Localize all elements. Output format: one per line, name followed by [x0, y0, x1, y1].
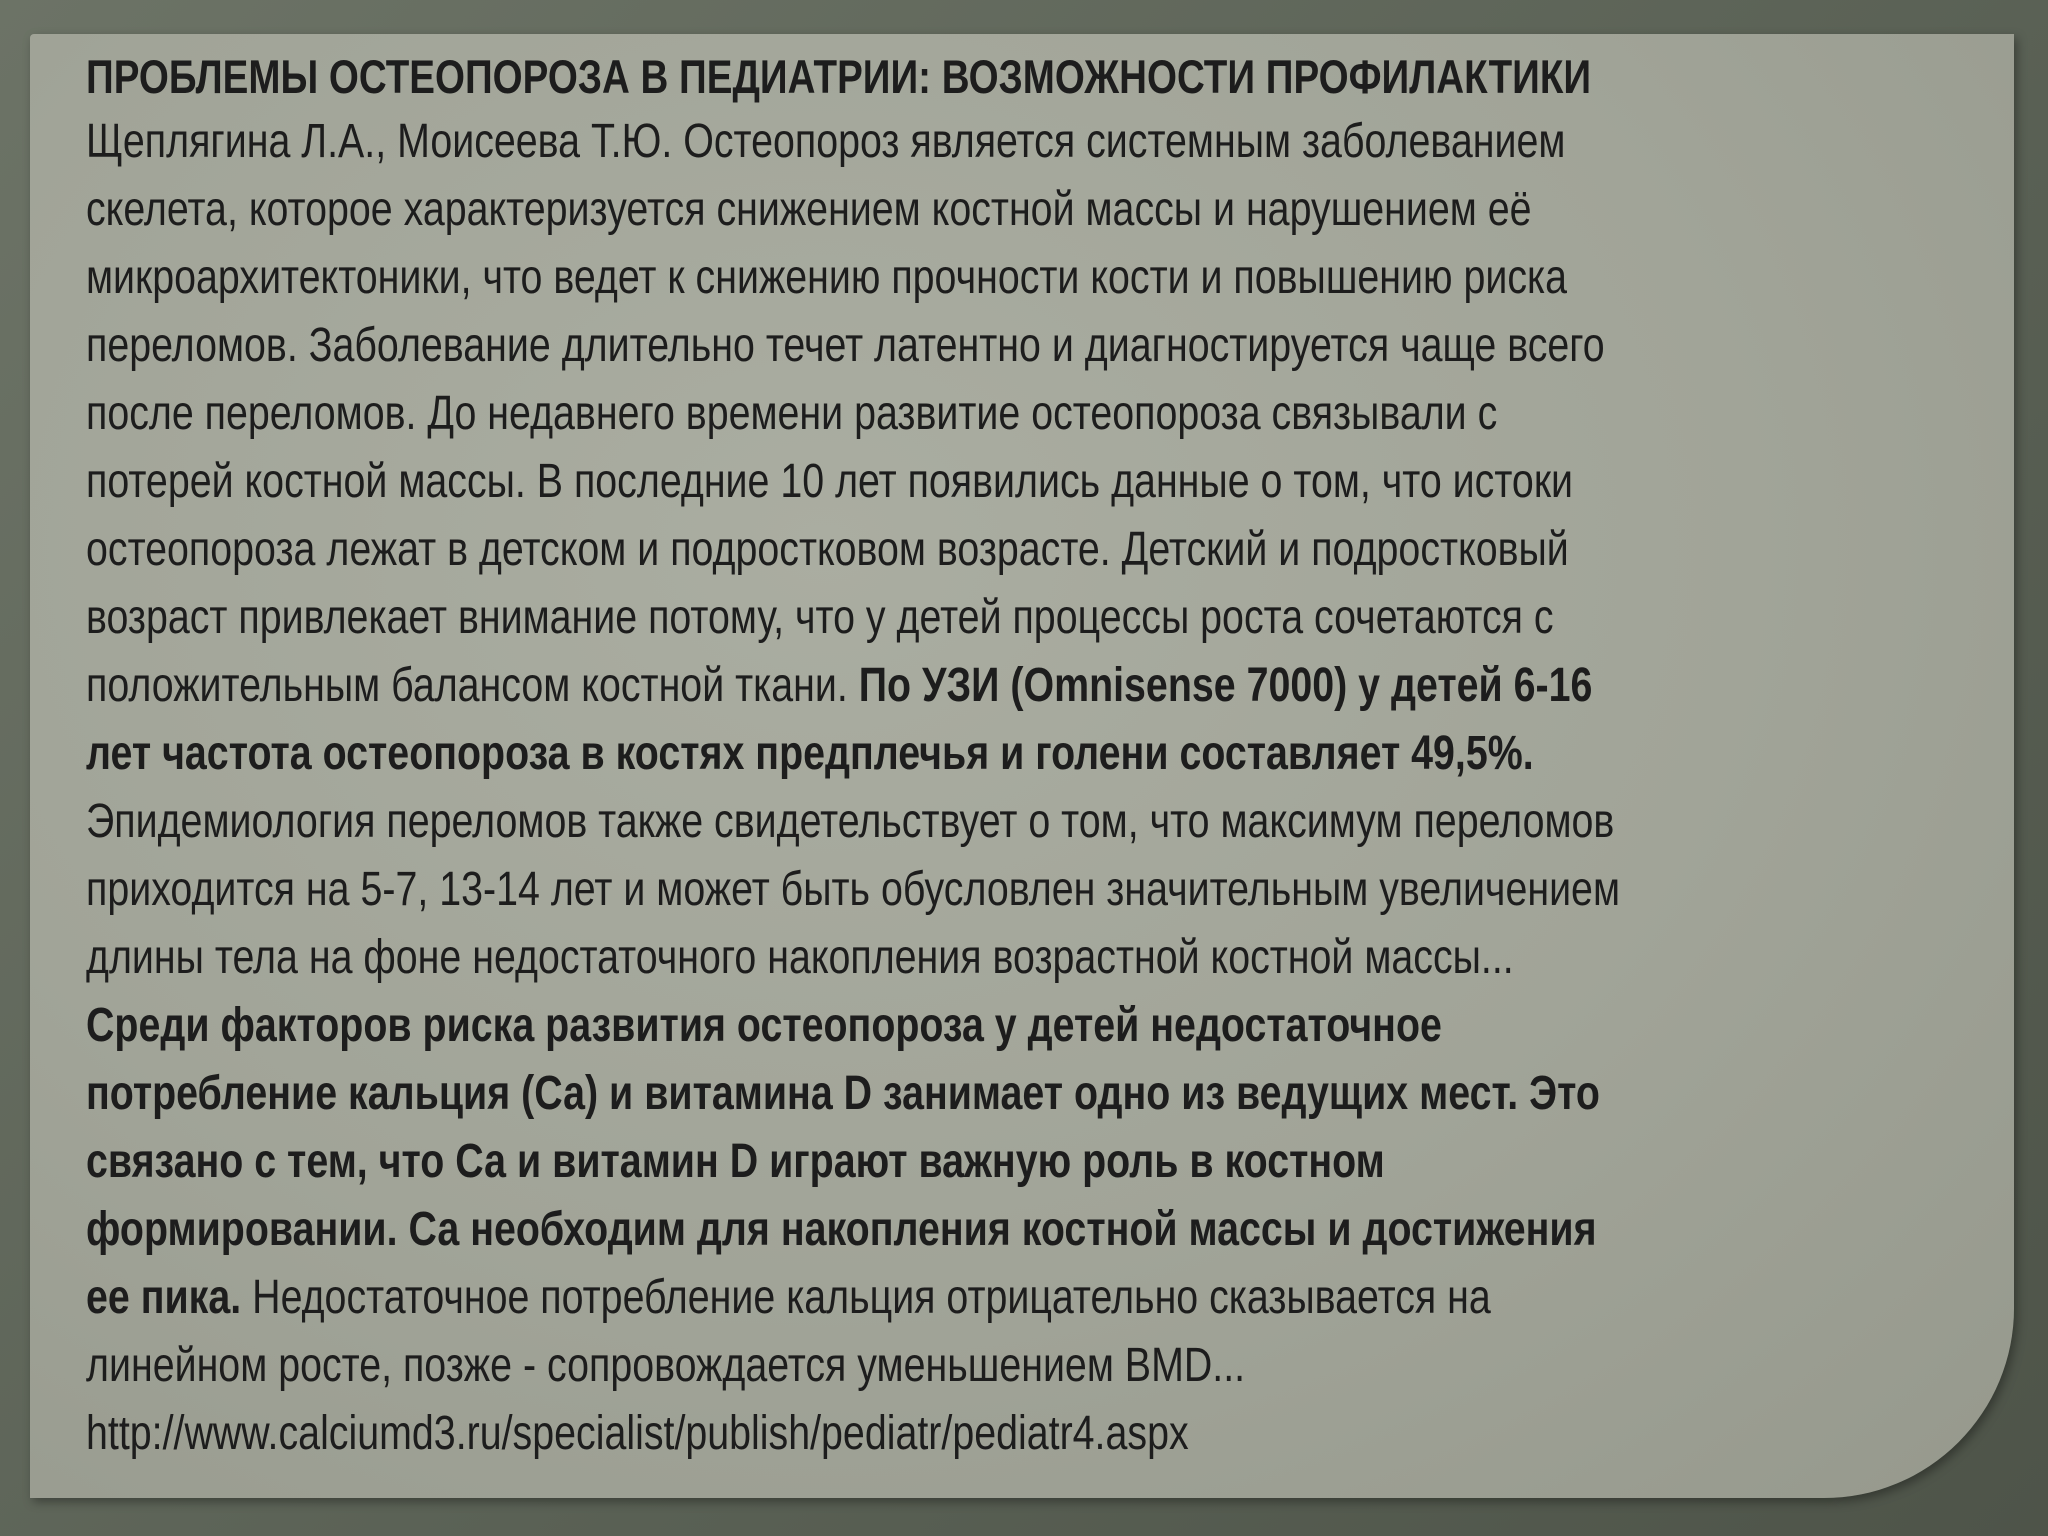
text-segment: скелета, которое характеризуется снижением костной массы и нарушением её: [86, 183, 1532, 236]
text-segment: линейном росте, позже - сопровождается уменьшением BMD...: [86, 1339, 1246, 1392]
text-line: [86, 1264, 1972, 1332]
text-segment: после переломов. До недавнего времени развитие остеопороза связывали с: [86, 387, 1498, 440]
text-line: [86, 652, 1972, 720]
text-segment: http://www.calciumd3.ru/specialist/publish/pediatr/pediatr4.aspx: [86, 1407, 1189, 1460]
bold-text-segment: По УЗИ (Omnisense 7000) у детей 6-16: [858, 659, 1593, 712]
slide-title: ПРОБЛЕМЫ ОСТЕОПОРОЗА В ПЕДИАТРИИ: ВОЗМОЖНОСТИ ПРОФИЛАКТИКИ: [86, 50, 1592, 103]
text-segment: Недостаточное потребление кальция отрицательно сказывается на: [241, 1271, 1491, 1324]
text-line: [86, 924, 1972, 992]
slide-body-text: [86, 108, 1972, 1468]
text-line: [86, 1128, 1972, 1196]
bold-text-segment: ее пика.: [86, 1271, 242, 1324]
text-segment: потерей костной массы. В последние 10 лет появились данные о том, что истоки: [86, 455, 1574, 508]
text-line: [86, 720, 1972, 788]
text-line: [86, 516, 1972, 584]
text-line: [86, 856, 1972, 924]
text-line: [86, 380, 1972, 448]
text-line: [86, 1332, 1972, 1400]
text-segment: микроархитектоники, что ведет к снижению прочности кости и повышению риска: [86, 251, 1568, 304]
bold-text-segment: Среди факторов риска развития остеопороза у детей недостаточное: [86, 999, 1442, 1052]
text-segment: Щеплягина Л.А., Моисеева Т.Ю. Остеопороз является системным заболеванием: [86, 115, 1566, 168]
text-line: [86, 992, 1972, 1060]
bold-text-segment: формировании. Са необходим для накопления костной массы и достижения: [86, 1203, 1597, 1256]
bold-text-segment: лет частота остеопороза в костях предплечья и голени составляет 49,5%.: [86, 727, 1534, 780]
text-line: [86, 1400, 1972, 1468]
bold-text-segment: связано с тем, что Са и витамин D играют важную роль в костном: [86, 1135, 1385, 1188]
text-segment: переломов. Заболевание длительно течет латентно и диагностируется чаще всего: [86, 319, 1605, 372]
text-segment: длины тела на фоне недостаточного накопления возрастной костной массы...: [86, 931, 1514, 984]
text-line: [86, 788, 1972, 856]
text-segment: приходится на 5-7, 13-14 лет и может быть обусловлен значительным увеличением: [86, 863, 1621, 916]
text-line: [86, 448, 1972, 516]
slide-content: [86, 46, 1972, 1468]
bold-text-segment: потребление кальция (Са) и витамина D занимает одно из ведущих мест. Это: [86, 1067, 1600, 1120]
text-segment: возраст привлекает внимание потому, что у детей процессы роста сочетаются с: [86, 591, 1554, 644]
text-segment: Эпидемиология переломов также свидетельствует о том, что максимум переломов: [86, 795, 1615, 848]
text-line: [86, 584, 1972, 652]
text-segment: остеопороза лежат в детском и подростковом возрасте. Детский и подростковый: [86, 523, 1569, 576]
text-line: [86, 312, 1972, 380]
text-line: [86, 1060, 1972, 1128]
text-line: [86, 108, 1972, 176]
text-segment: положительным балансом костной ткани.: [86, 659, 859, 712]
text-line: [86, 176, 1972, 244]
text-line: [86, 244, 1972, 312]
text-line: [86, 1196, 1972, 1264]
